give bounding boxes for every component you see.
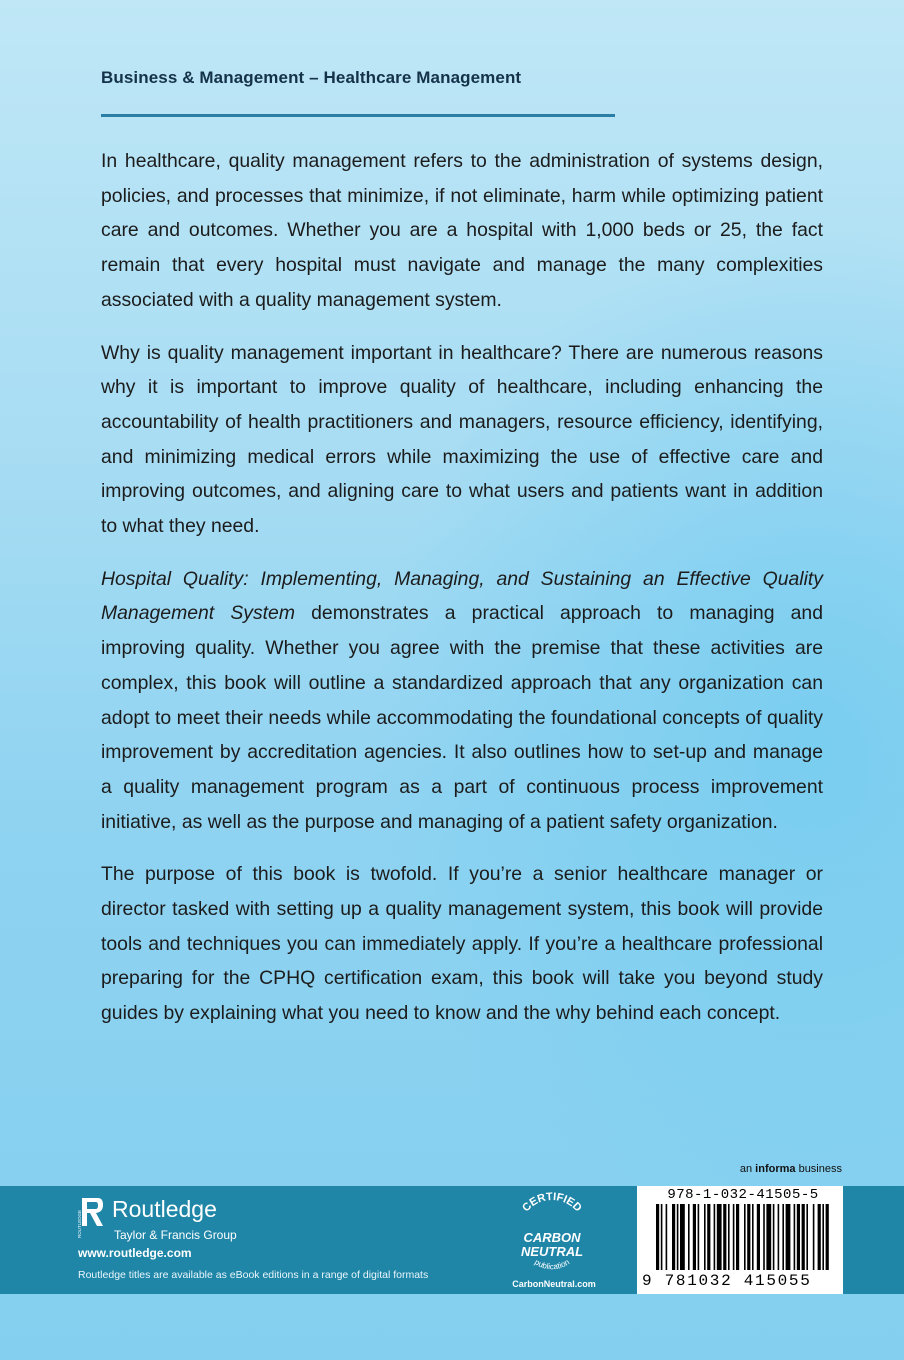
book-title: Hospital Quality: Implementing, Managing, and Sustaining an Effective Quality Management System <box>101 567 823 625</box>
barcode-bar <box>736 1204 739 1270</box>
barcode-bar <box>714 1204 716 1270</box>
paragraph-1: In healthcare, quality management refers to the administration of systems design, policies, and processes that minimize, if not eliminate, harm while optimizing patient care and outcomes. Whether you are a hospital with 1,000 beds or 25, the fact remain that every hospital must navigate and manage the many complexities associated with a quality management system. <box>101 150 823 311</box>
barcode-bar <box>723 1204 726 1270</box>
publisher-url[interactable]: www.routledge.com <box>78 1246 192 1260</box>
barcode-bar <box>797 1204 800 1270</box>
barcode-bar <box>794 1204 796 1270</box>
carbon-neutral-badge-icon <box>506 1192 598 1292</box>
barcode-bar <box>680 1204 685 1270</box>
paragraph-4: The purpose of this book is twofold. If you’re a senior healthcare manager or director tasked with setting up a quality management system, this book will provide tools and techniques you can immediately apply. If you’re a healthcare professional preparing for the CPHQ certification exam, this book will take you beyond study guides by explaining what you need to know and the why behind each concept. <box>101 863 823 1025</box>
paragraph-3-text: demonstrates a practical approach to managing and improving quality. Whether you agree with the premise that these activities are complex, this book will outline a standardized approach that any organization can adopt to meet their needs while accommodating the foundational concepts of quality improvement by accreditation agencies. It also outlines how to set-up and manage a quality management program as a part of continuous process improvement initiative, as well as the purpose and managing of a patient safety organization. <box>101 602 824 833</box>
barcode-bar <box>733 1204 735 1270</box>
barcode-bar <box>766 1204 771 1270</box>
barcode-bar <box>717 1204 722 1270</box>
routledge-logo-side-text: ROUTLEDGE <box>77 1209 82 1238</box>
barcode-bar <box>822 1204 824 1270</box>
back-cover-blurb <box>101 144 823 1031</box>
barcode-bar <box>704 1204 706 1270</box>
routledge-logo-icon <box>78 1196 104 1240</box>
barcode-bar <box>757 1204 760 1270</box>
informa-tagline: an informa business <box>739 1163 842 1175</box>
barcode-bar <box>688 1204 690 1270</box>
carbon-neutral-url: CarbonNeutral.com <box>512 1279 596 1289</box>
barcode-bars <box>642 1204 838 1274</box>
barcode-bar <box>672 1204 675 1270</box>
barcode-bar <box>666 1204 668 1270</box>
barcode-bar <box>698 1204 700 1270</box>
barcode-bar <box>773 1204 775 1270</box>
paragraph-3 <box>101 562 823 840</box>
barcode-bar <box>763 1204 765 1270</box>
barcode-bar <box>813 1204 815 1270</box>
barcode-bar <box>806 1204 808 1270</box>
badge-publication: publication <box>532 1257 572 1272</box>
barcode-digits: 9 781032 415055 <box>642 1272 812 1290</box>
barcode-bar <box>661 1204 663 1270</box>
barcode-bar <box>656 1204 659 1270</box>
barcode-bar <box>744 1204 746 1270</box>
barcode-bar <box>778 1204 780 1270</box>
barcode-bar <box>747 1204 750 1270</box>
barcode-bar <box>677 1204 679 1270</box>
badge-certified: CERTIFIED <box>520 1192 584 1215</box>
badge-neutral: NEUTRAL <box>520 1244 584 1259</box>
barcode-bar <box>752 1204 754 1270</box>
barcode-bar <box>818 1204 821 1270</box>
isbn-text: 978-1-032-41505-5 <box>667 1187 819 1203</box>
barcode-bar <box>826 1204 829 1270</box>
barcode-bar <box>693 1204 696 1270</box>
publisher-name: Routledge <box>112 1196 217 1222</box>
category-heading: Business & Management – Healthcare Management <box>101 68 522 87</box>
ebook-note: Routledge titles are available as eBook editions in a range of digital formats <box>78 1269 429 1281</box>
barcode-bar <box>786 1204 791 1270</box>
barcode-bar <box>707 1204 710 1270</box>
barcode-bar <box>802 1204 805 1270</box>
header-divider <box>101 114 615 117</box>
barcode-bar <box>782 1204 784 1270</box>
paragraph-2: Why is quality management important in healthcare? There are numerous reasons why it is important to improve quality of healthcare, including enhancing the accountability of health practitioners and managers, resource efficiency, identifying, and minimizing medical errors while maximizing the use of effective care and improving outcomes, and aligning care to what users and patients want in addition to what they need. <box>101 341 823 538</box>
publisher-group: Taylor & Francis Group <box>114 1228 237 1242</box>
barcode-bar <box>728 1204 730 1270</box>
informa-brand: informa <box>755 1163 796 1175</box>
badge-carbon: CARBON <box>523 1230 581 1245</box>
